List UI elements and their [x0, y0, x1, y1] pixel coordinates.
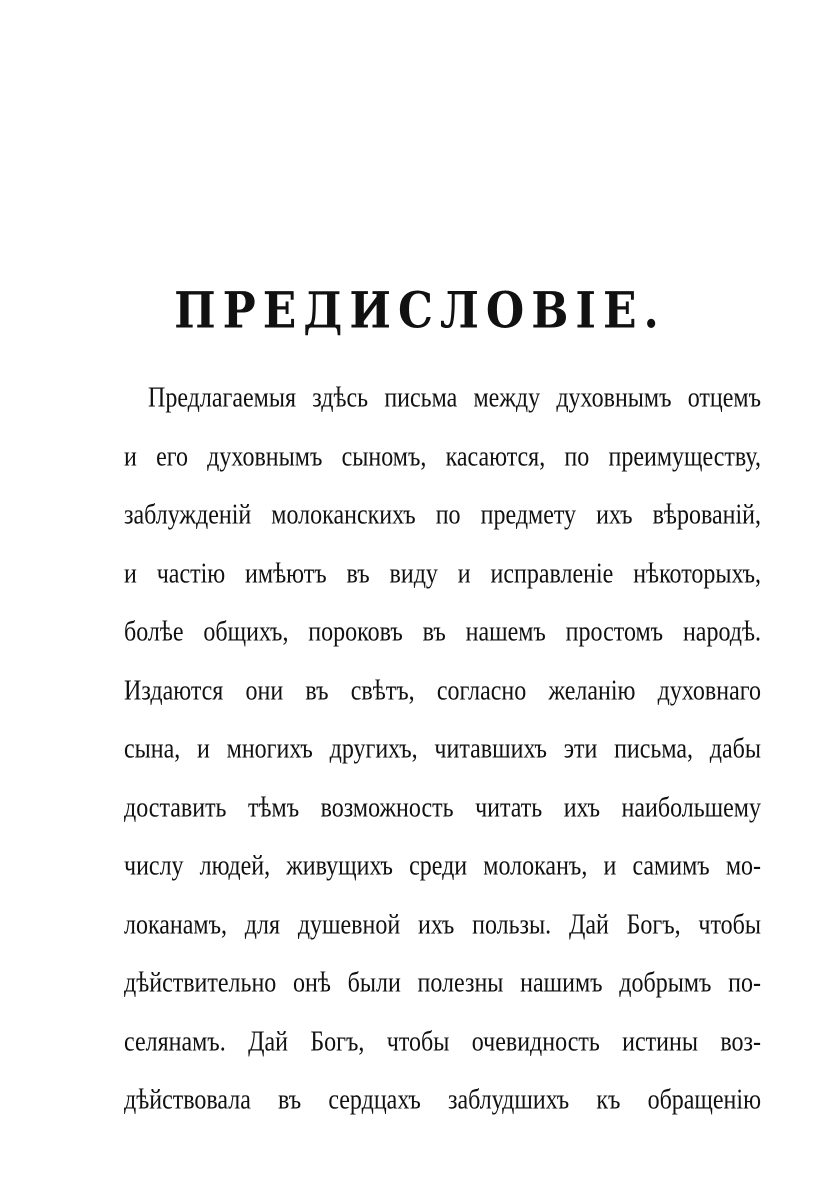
text-line: и частію имѣютъ въ виду и исправленіе нѣкоторыхъ,	[124, 558, 761, 589]
text-line: сына, и многихъ другихъ, читавшихъ эти письма, дабы	[124, 733, 761, 765]
text-line: локанамъ, для душевной ихъ пользы. Дай Богъ, чтобы	[124, 909, 761, 940]
text-line: болѣе общихъ, пороковъ въ нашемъ простомъ народѣ.	[124, 616, 761, 648]
text-line: и его духовнымъ сыномъ, касаются, по преимуществу,	[124, 441, 761, 472]
text-line: Издаются они въ свѣтъ, согласно желанію духовнаго	[124, 675, 761, 706]
text-line: дѣйствовала въ сердцахъ заблудшихъ къ обращенію	[124, 1084, 761, 1116]
text-line: доставить тѣмъ возможность читать ихъ наибольшему	[124, 792, 761, 823]
page-title: ПРЕДИСЛОВІЕ.	[174, 282, 666, 340]
text-line: дѣйствительно онѣ были полезны нашимъ добрымъ по-	[124, 967, 761, 999]
preface-body	[124, 375, 761, 1136]
text-line: Предлагаемыя здѣсь письма между духовнымъ отцемъ	[148, 382, 761, 414]
text-line: селянамъ. Дай Богъ, чтобы очевидность истины воз-	[124, 1026, 761, 1057]
text-line: заблужденій молоканскихъ по предмету ихъ вѣрованій,	[124, 499, 761, 531]
text-line: числу людей, живущихъ среди молоканъ, и самимъ мо-	[124, 850, 761, 882]
